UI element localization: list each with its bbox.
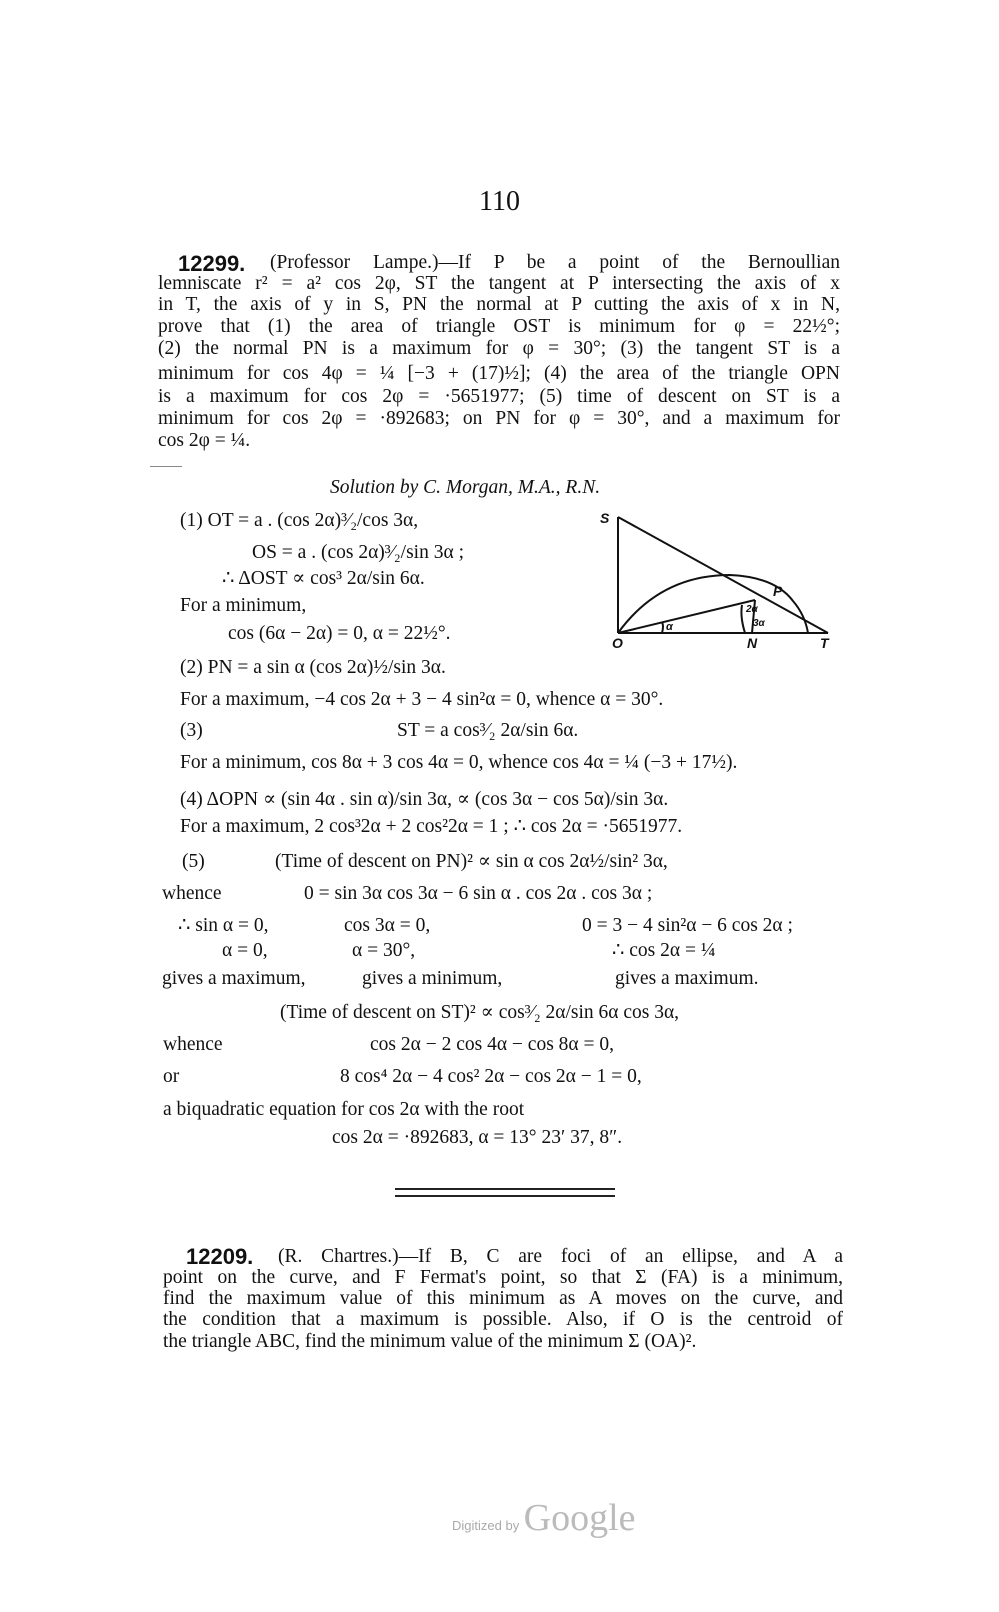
solution-line: (2) PN = a sin α (cos 2α)½/sin 3α.: [180, 657, 446, 678]
label-2alpha: 2α: [746, 604, 758, 615]
solution-line: For a minimum,: [180, 595, 307, 616]
solution-line: whence: [162, 883, 222, 904]
double-rule-bottom: [395, 1195, 615, 1197]
solution-line: cos (6α − 2α) = 0, α = 22½°.: [228, 623, 451, 644]
label-s: S: [600, 510, 610, 526]
solution-line: α = 30°,: [352, 940, 416, 961]
solution-line: (3): [180, 720, 203, 741]
problem-line: is a maximum for cos 2φ = ·5651977; (5) time of descent on ST is a: [158, 386, 840, 407]
solution-line: ∴ ΔOST ∝ cos³ 2α/sin 6α.: [222, 568, 425, 589]
label-t: T: [820, 635, 829, 651]
problem-line: (2) the normal PN is a maximum for φ = 30°; (3) the tangent ST is a: [158, 338, 840, 359]
problem-line: minimum for cos 2φ = ·892683; on PN for φ = 30°, and a maximum for: [158, 408, 840, 429]
solution-line: OS = a . (cos 2α)³⁄₂/sin 3α ;: [252, 542, 464, 563]
label-p: P: [773, 583, 783, 599]
lemniscate-diagram: [590, 505, 850, 655]
solution-line: (Time of descent on PN)² ∝ sin α cos 2α½/sin² 3α,: [275, 851, 668, 872]
solution-line: For a maximum, −4 cos 2α + 3 − 4 sin²α = 0, whence α = 30°.: [180, 689, 664, 710]
solution-line: 8 cos⁴ 2α − 4 cos² 2α − cos 2α − 1 = 0,: [340, 1066, 642, 1087]
problem-line: find the maximum value of this minimum as A moves on the curve, and: [163, 1288, 843, 1309]
solution-heading: Solution by C. Morgan, M.A., R.N.: [330, 477, 601, 498]
solution-line: 0 = sin 3α cos 3α − 6 sin α . cos 2α . cos 3α ;: [304, 883, 653, 904]
solution-line: (5): [182, 851, 205, 872]
problem-line: prove that (1) the area of triangle OST is minimum for φ = 22½°;: [158, 316, 840, 337]
problem-line: cos 2φ = ¼.: [158, 430, 251, 451]
solution-line: 0 = 3 − 4 sin²α − 6 cos 2α ;: [582, 915, 793, 936]
problem-line: point on the curve, and F Fermat's point, so that Σ (FA) is a minimum,: [163, 1267, 843, 1288]
solution-line: For a minimum, cos 8α + 3 cos 4α = 0, whence cos 4α = ¼ (−3 + 17½).: [180, 752, 738, 773]
solution-line: (1) OT = a . (cos 2α)³⁄₂/cos 3α,: [180, 510, 419, 531]
label-3alpha: 3α: [753, 618, 765, 629]
solution-line: gives a maximum.: [615, 968, 759, 989]
problem-number: 12299.: [178, 251, 246, 276]
solution-line: ST = a cos³⁄₂ 2α/sin 6α.: [397, 720, 579, 741]
solution-line: a biquadratic equation for cos 2α with the root: [163, 1099, 525, 1120]
problem-line: (Professor Lampe.)—If P be a point of the Bernoullian: [270, 252, 840, 273]
problem-line: (R. Chartres.)—If B, C are foci of an ellipse, and A a: [278, 1246, 843, 1267]
solution-line: (4) ΔOPN ∝ (sin 4α . sin α)/sin 3α, ∝ (cos 3α − cos 5α)/sin 3α.: [180, 789, 669, 810]
problem-line: minimum for cos 4φ = ¼ [−3 + (17)½]; (4) the area of the triangle OPN: [158, 363, 840, 384]
solution-line: (Time of descent on ST)² ∝ cos³⁄₂ 2α/sin 6α cos 3α,: [280, 1002, 680, 1023]
solution-line: gives a minimum,: [362, 968, 503, 989]
label-alpha: α: [666, 621, 673, 633]
solution-line: ∴ sin α = 0,: [178, 915, 269, 936]
solution-line: cos 2α − 2 cos 4α − cos 8α = 0,: [370, 1034, 614, 1055]
problem-number: 12209.: [186, 1244, 254, 1269]
solution-line: α = 0,: [222, 940, 268, 961]
radius-op: [618, 600, 755, 633]
solution-line: ∴ cos 2α = ¼: [612, 940, 716, 961]
solution-line: whence: [163, 1034, 223, 1055]
solution-line: cos 3α = 0,: [344, 915, 431, 936]
solution-line: cos 2α = ·892683, α = 13° 23′ 37, 8″.: [332, 1127, 623, 1148]
label-o: O: [612, 635, 623, 651]
problem-line: the condition that a maximum is possible. Also, if O is the centroid of: [163, 1309, 843, 1330]
solution-line: gives a maximum,: [162, 968, 306, 989]
digitized-label: Digitized by: [452, 1518, 520, 1533]
divider: [150, 466, 182, 467]
google-logo: Google: [523, 1497, 636, 1539]
problem-line: the triangle ABC, find the minimum value of the minimum Σ (OA)².: [163, 1331, 697, 1352]
solution-line: For a maximum, 2 cos³2α + 2 cos²2α = 1 ; ∴ cos 2α = ·5651977.: [180, 816, 683, 837]
double-rule-top: [395, 1188, 615, 1190]
page-number: 110: [479, 186, 520, 217]
solution-line: or: [163, 1066, 180, 1087]
digitized-watermark: [452, 1496, 636, 1540]
problem-line: in T, the axis of y in S, PN the normal at P cutting the axis of x in N,: [158, 294, 840, 315]
label-n: N: [747, 635, 758, 651]
problem-line: lemniscate r² = a² cos 2φ, ST the tangent at P intersecting the axis of x: [158, 273, 840, 294]
